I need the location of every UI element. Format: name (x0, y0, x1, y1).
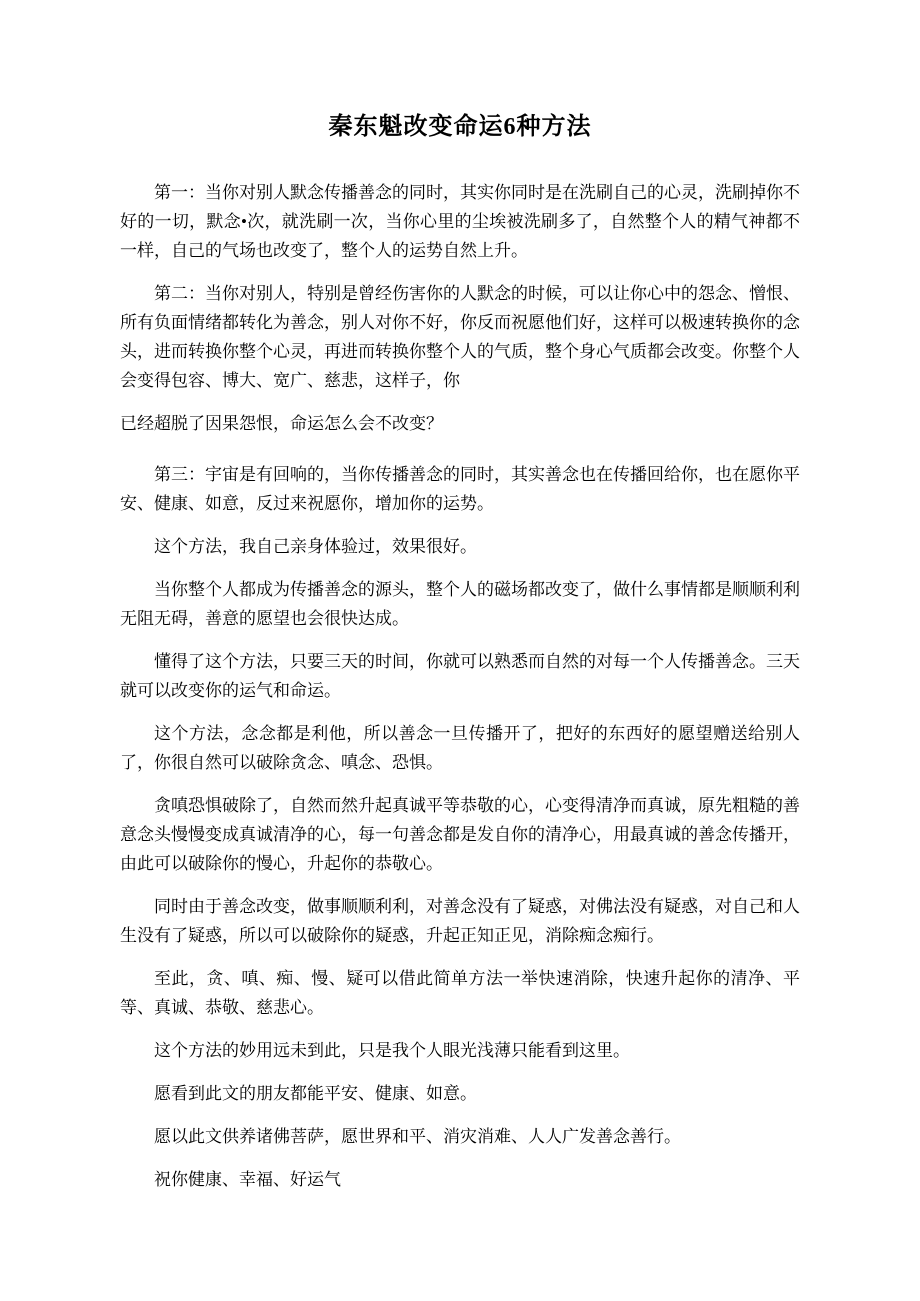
paragraph: 愿看到此文的朋友都能平安、健康、如意。 (154, 1084, 477, 1103)
paragraph: 这个方法，我自己亲身体验过，效果很好。 (154, 537, 477, 556)
paragraph: 第三：宇宙是有回响的，当你传播善念的同时，其实善念也在传播回给你，也在愿你平安、健康、如意，反过来祝愿你，增加你的运势。 (120, 465, 800, 513)
paragraph: 祝你健康、幸福、好运气 (154, 1170, 341, 1189)
paragraph: 贪嗔恐惧破除了，自然而然升起真诚平等恭敬的心，心变得清净而真诚，原先粗糙的善意念头慢慢变成真诚清净的心，每一句善念都是发自你的清净心，用最真诚的善念传播开，由此可以破除你的慢心，升起你的恭敬心。 (120, 796, 800, 873)
paragraph: 这个方法的妙用远未到此，只是我个人眼光浅薄只能看到这里。 (154, 1041, 630, 1060)
document-title: 秦东魁改变命运6种方法 (328, 114, 592, 140)
paragraph: 至此，贪、嗔、痴、慢、疑可以借此简单方法一举快速消除，快速升起你的清净、平等、真诚、恭敬、慈悲心。 (120, 969, 800, 1017)
paragraph: 愿以此文供养诸佛菩萨，愿世界和平、消灾消难、人人广发善念善行。 (154, 1127, 681, 1146)
paragraph: 已经超脱了因果怨恨，命运怎么会不改变？ (120, 414, 443, 433)
paragraph: 懂得了这个方法，只要三天的时间，你就可以熟悉而自然的对每一个人传播善念。三天就可以改变你的运气和命运。 (120, 652, 800, 700)
paragraph: 当你整个人都成为传播善念的源头，整个人的磁场都改变了，做什么事情都是顺顺利利无阻无碍，善意的愿望也会很快达成。 (120, 580, 800, 628)
paragraph: 这个方法，念念都是利他，所以善念一旦传播开了，把好的东西好的愿望赠送给别人了，你很自然可以破除贪念、嗔念、恐惧。 (120, 724, 800, 772)
paragraph: 同时由于善念改变，做事顺顺利利，对善念没有了疑惑，对佛法没有疑惑，对自己和人生没有了疑惑，所以可以破除你的疑惑，升起正知正见，消除痴念痴行。 (120, 897, 800, 945)
paragraph: 第一：当你对别人默念传播善念的同时，其实你同时是在洗刷自己的心灵，洗刷掉你不好的一切，默念•次，就洗刷一次，当你心里的尘埃被洗刷多了，自然整个人的精气神都不一样，自己的气场也改变了，整个人的运势自然上升。 (120, 183, 800, 260)
paragraph: 第二：当你对别人，特别是曾经伤害你的人默念的时候，可以让你心中的怨念、憎恨、所有负面情绪都转化为善念，别人对你不好，你反而祝愿他们好，这样可以极速转换你的念头，进而转换你整个心灵，再进而转换你整个人的气质，整个身心气质都会改变。你整个人会变得包容、博大、宽广、慈悲，这样子，你 (120, 284, 800, 390)
